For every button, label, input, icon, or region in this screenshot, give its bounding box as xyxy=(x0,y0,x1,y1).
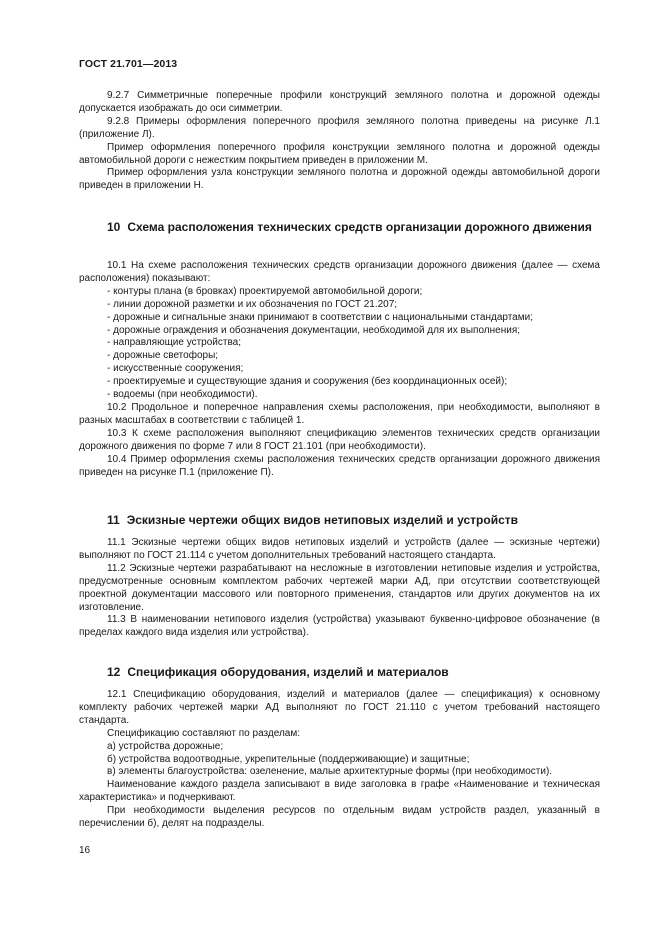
section-number: 10 xyxy=(107,220,121,234)
paragraph: 12.1 Спецификацию оборудования, изделий и материалов (далее — спецификация) к основному комплекту рабочих чертежей марки АД выполняют по ГОСТ 21.110 с учетом требований настоящего стандарта. xyxy=(79,689,600,726)
section-title: Эскизные чертежи общих видов нетиповых изделий и устройств xyxy=(126,513,519,527)
list-item: - дорожные светофоры; xyxy=(107,350,219,362)
paragraph: Пример оформления узла конструкции земляного полотна и дорожной одежды автомобильной дороги приведен в приложении Н. xyxy=(79,167,600,192)
section-title: Схема расположения технических средств организации дорожного движения xyxy=(127,220,592,234)
section-10-heading xyxy=(107,219,607,235)
section-number: 12 xyxy=(107,665,121,679)
paragraph: 9.2.7 Симметричные поперечные профили конструкций земляного полотна и дорожной одежды допускается изображать до оси симметрии. xyxy=(79,90,600,114)
list-item: - дорожные и сигнальные знаки принимают в соответствии с национальными стандартами; xyxy=(107,311,533,323)
section-12-heading xyxy=(107,664,607,680)
section-11-heading xyxy=(107,512,607,528)
paragraph: 9.2.8 Примеры оформления поперечного профиля земляного полотна приведены на рисунке Л.1 (приложение Л). xyxy=(79,115,600,140)
block-9-2 xyxy=(79,90,600,193)
paragraph: 11.2 Эскизные чертежи разрабатывают на несложные в изготовлении нетиповые изделия и устройства, предусмотренные основным комплектом рабочих чертежей марки АД, при отсутствии соответствующей проектной документации массового или повторного применения, стандартов или других документов на их изготовление. xyxy=(79,562,600,613)
paragraph: 10.1 На схеме расположения технических средств организации дорожного движения (далее — схема расположения) показывают: xyxy=(79,260,600,284)
list-item: - проектируемые и существующие здания и сооружения (без координационных осей); xyxy=(107,376,508,388)
page-number: 16 xyxy=(79,845,91,856)
paragraph: 11.1 Эскизные чертежи общих видов нетиповых изделий и устройств (далее — эскизные чертежи) выполняют по ГОСТ 21.114 с учетом дополнительных требований настоящего стандарта. xyxy=(79,537,600,561)
paragraph: Спецификацию составляют по разделам: xyxy=(107,727,300,739)
section-10-body xyxy=(79,260,600,479)
list-item: - линии дорожной разметки и их обозначения по ГОСТ 21.207; xyxy=(107,298,398,310)
paragraph: 10.2 Продольное и поперечное направления схемы расположения, при необходимости, выполняют в разных масштабах в соответствии с таблицей 1. xyxy=(79,401,600,426)
document-header: ГОСТ 21.701—2013 xyxy=(79,58,178,70)
section-12-body xyxy=(79,689,600,831)
section-number: 11 xyxy=(107,513,120,527)
list-item: - искусственные сооружения; xyxy=(107,363,244,375)
section-title: Спецификация оборудования, изделий и материалов xyxy=(127,665,449,679)
paragraph: Наименование каждого раздела записывают в виде заголовка в графе «Наименование и техническая характеристика» и подчеркивают. xyxy=(79,779,600,804)
list-item: - направляющие устройства; xyxy=(107,337,242,349)
section-11-body xyxy=(79,537,600,640)
list-item: - дорожные ограждения и обозначения документации, необходимой для их выполнения; xyxy=(107,324,521,336)
paragraph: 11.3 В наименовании нетипового изделия (устройства) указывают буквенно-цифровое обозначение (в пределах каждого вида изделия или устройства). xyxy=(79,614,600,639)
list-item: - контуры плана (в бровках) проектируемой автомобильной дороги; xyxy=(107,285,423,297)
list-item: а) устройства дорожные; xyxy=(107,740,224,752)
list-item: в) элементы благоустройства: озеленение, малые архитектурные формы (при необходимости). xyxy=(107,766,553,778)
list-item: б) устройства водоотводные, укрепительные (поддерживающие) и защитные; xyxy=(107,753,470,765)
paragraph: Пример оформления поперечного профиля конструкции земляного полотна и дорожной одежды автомобильной дороги с нежестким покрытием приведен в приложении М. xyxy=(79,141,600,166)
paragraph: При необходимости выделения ресурсов по отдельным видам устройств раздел, указанный в перечислении б), делят на подразделы. xyxy=(79,805,600,830)
paragraph: 10.3 К схеме расположения выполняют спецификацию элементов технических средств организации дорожного движения по форме 7 или 8 ГОСТ 21.101 (при необходимости). xyxy=(79,427,600,452)
list-item: - водоемы (при необходимости). xyxy=(107,389,258,401)
paragraph: 10.4 Пример оформления схемы расположения технических средств организации дорожного движения приведен на рисунке П.1 (приложение П). xyxy=(79,453,600,478)
